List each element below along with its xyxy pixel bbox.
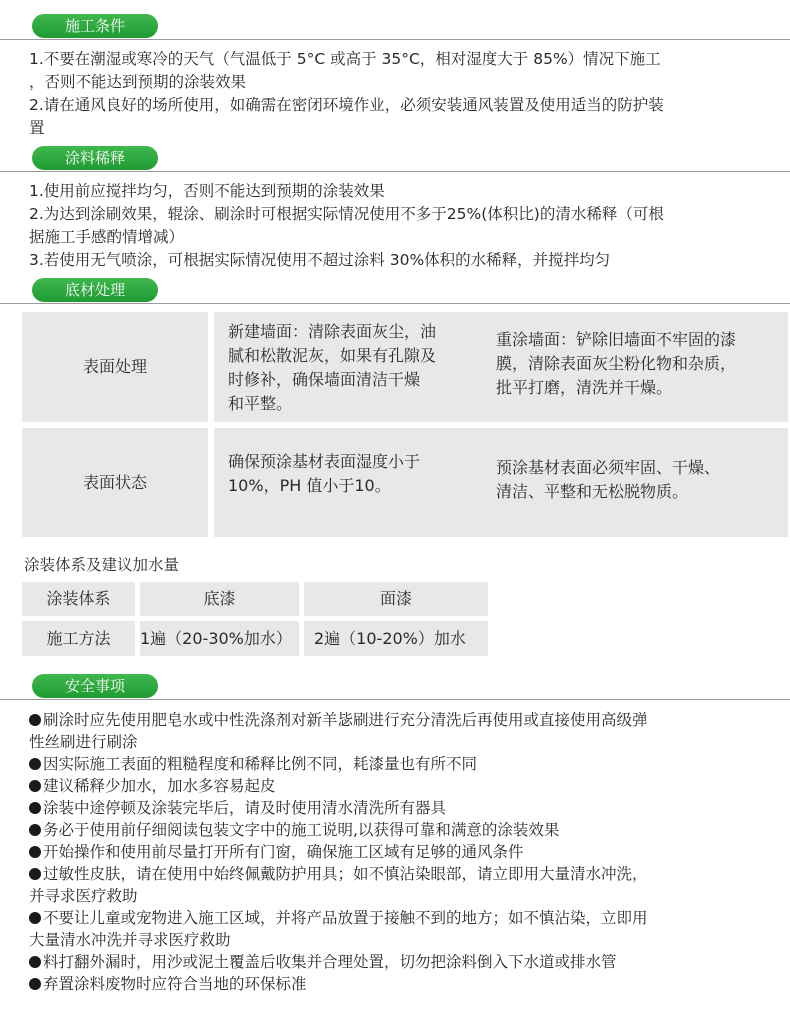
- cell-line: 重涂墙面：铲除旧墙面不牢固的漆: [496, 330, 737, 349]
- item-line: 务必于使用前仔细阅读包装文字中的施工说明,以获得可靠和满意的涂装效果: [43, 821, 560, 839]
- section-title-pill: 底材处理: [32, 278, 158, 302]
- list-item: [0, 907, 790, 951]
- cell-line: 和平整。: [228, 394, 293, 413]
- bullet-icon: [29, 846, 41, 858]
- item-line: 因实际施工表面的粗糙程度和稀释比例不同，耗漆量也有所不同: [43, 755, 478, 773]
- list-item: [0, 973, 790, 995]
- divider: [0, 303, 790, 304]
- bullet-icon: [29, 824, 41, 836]
- section-title-pill: 安全事项: [32, 674, 158, 698]
- cell-line: 确保预涂基材表面湿度小于: [228, 452, 421, 471]
- cell-text: 1遍（20-30%加水）: [140, 628, 292, 648]
- item-line: 开始操作和使用前尽量打开所有门窗，确保施工区域有足够的通风条件: [43, 843, 524, 861]
- text-line: ，否则不能达到预期的涂装效果: [29, 73, 247, 91]
- section-header: [0, 14, 790, 40]
- text-line: 2.请在通风良好的场所使用，如确需在密闭环境作业，必须安装通风装置及使用适当的防护装: [29, 96, 664, 114]
- bullet-icon: [29, 912, 41, 924]
- text-line: 2.为达到涂刷效果，辊涂、刷涂时可根据实际情况使用不多于25%(体积比)的清水稀释（可根: [29, 205, 664, 223]
- cell-text: 底漆: [203, 589, 236, 608]
- section-header: [0, 146, 790, 172]
- table-cell: [22, 621, 135, 656]
- conditions-text: [0, 48, 790, 140]
- item-line: 刷涂时应先使用肥皂水或中性洗涤剂对新羊毖刷进行充分清洗后再使用或直接使用高级弹: [43, 711, 648, 729]
- table-cell-new-wall: [214, 428, 495, 537]
- list-item: [0, 753, 790, 775]
- table-cell: [140, 621, 299, 656]
- dilution-text: [0, 180, 790, 272]
- bullet-icon: [29, 802, 41, 814]
- system-table: [22, 582, 488, 656]
- cell-line: 10%，PH 值小于10。: [228, 476, 391, 495]
- cell-text: 2遍（10-20%）加水: [314, 628, 466, 648]
- text-line: 置: [29, 119, 45, 137]
- table-header-cell: [304, 582, 488, 616]
- text-line: 1.使用前应搅拌均匀，否则不能达到预期的涂装效果: [29, 182, 385, 200]
- cell-line: 预涂基材表面必须牢固、干燥、: [496, 458, 721, 477]
- item-line: 过敏性皮肤，请在使用中始终佩戴防护用具；如不慎沾染眼部，请立即用大量清水冲洗，: [43, 865, 648, 883]
- section-dilution: [0, 146, 790, 272]
- item-line: 并寻求医疗救助: [29, 887, 138, 905]
- list-item: [0, 819, 790, 841]
- cell-text: 表面处理: [82, 357, 147, 376]
- cell-text: 表面状态: [82, 472, 147, 492]
- list-item: [0, 797, 790, 819]
- item-line: 大量清水冲洗并寻求医疗救助: [29, 931, 231, 949]
- table-row-label: [22, 428, 208, 537]
- substrate-table: [22, 312, 790, 537]
- item-line: 弃置涂料废物时应符合当地的环保标准: [43, 975, 307, 993]
- cell-line: 清洁、平整和无松脱物质。: [496, 482, 689, 501]
- cell-line: 膜，清除表面灰尘粉化物和杂质，: [496, 354, 737, 373]
- section-title-pill: 施工条件: [32, 14, 158, 38]
- table-cell-old-wall: [482, 312, 788, 422]
- divider: [0, 39, 790, 40]
- table-cell-old-wall: [482, 428, 788, 537]
- table-header-cell: [22, 582, 135, 616]
- item-line: 涂装中途停顿及涂装完毕后，请及时使用清水清洗所有器具: [43, 799, 447, 817]
- list-item: [0, 863, 790, 907]
- divider: [0, 171, 790, 172]
- list-item: [0, 775, 790, 797]
- list-item: [0, 709, 790, 753]
- bullet-icon: [29, 780, 41, 792]
- bullet-icon: [29, 868, 41, 880]
- table-cell-new-wall: [214, 312, 495, 422]
- bullet-icon: [29, 758, 41, 770]
- section-conditions: [0, 14, 790, 140]
- section-safety: [0, 674, 790, 995]
- table-cell: [304, 621, 488, 656]
- item-line: 料打翻外漏时，用沙或泥土覆盖后收集并合理处置，切勿把涂料倒入下水道或排水管: [43, 953, 617, 971]
- cell-line: 腻和松散泥灰，如果有孔隙及: [228, 346, 437, 365]
- safety-list: [0, 709, 790, 995]
- cell-line: 批平打磨，清洗并干燥。: [496, 378, 673, 397]
- bullet-icon: [29, 714, 41, 726]
- bullet-icon: [29, 978, 41, 990]
- cell-text: 施工方法: [46, 628, 111, 648]
- cell-line: 时修补，确保墙面清洁干燥: [228, 370, 421, 389]
- cell-text: 涂装体系: [46, 589, 111, 608]
- item-line: 建议稀释少加水，加水多容易起皮: [43, 777, 276, 795]
- section-header: [0, 278, 790, 304]
- divider: [0, 699, 790, 700]
- text-line: 1.不要在潮湿或寒冷的天气（气温低于 5°C 或高于 35°C，相对湿度大于 85%）情况下施工: [29, 50, 661, 68]
- list-item: [0, 841, 790, 863]
- section-header: [0, 674, 790, 700]
- bullet-icon: [29, 956, 41, 968]
- table-row-label: [22, 312, 208, 422]
- item-line: 性丝刷进行刷涂: [29, 733, 138, 751]
- cell-text: 面漆: [379, 589, 412, 608]
- text-line: 3.若使用无气喷涂，可根据实际情况使用不超过涂料 30%体积的水稀释，并搅拌均匀: [29, 251, 611, 269]
- section-title-pill: 涂料稀释: [32, 146, 158, 170]
- table-header-cell: [140, 582, 299, 616]
- list-item: [0, 951, 790, 973]
- cell-line: 新建墙面：清除表面灰尘，油: [228, 322, 437, 341]
- system-caption: 涂装体系及建议加水量: [24, 556, 180, 574]
- item-line: 不要让儿童或宠物进入施工区域，并将产品放置于接触不到的地方；如不慎沾染，立即用: [43, 909, 648, 927]
- text-line: 据施工手感酌情增减）: [29, 228, 185, 246]
- section-substrate: [0, 278, 790, 304]
